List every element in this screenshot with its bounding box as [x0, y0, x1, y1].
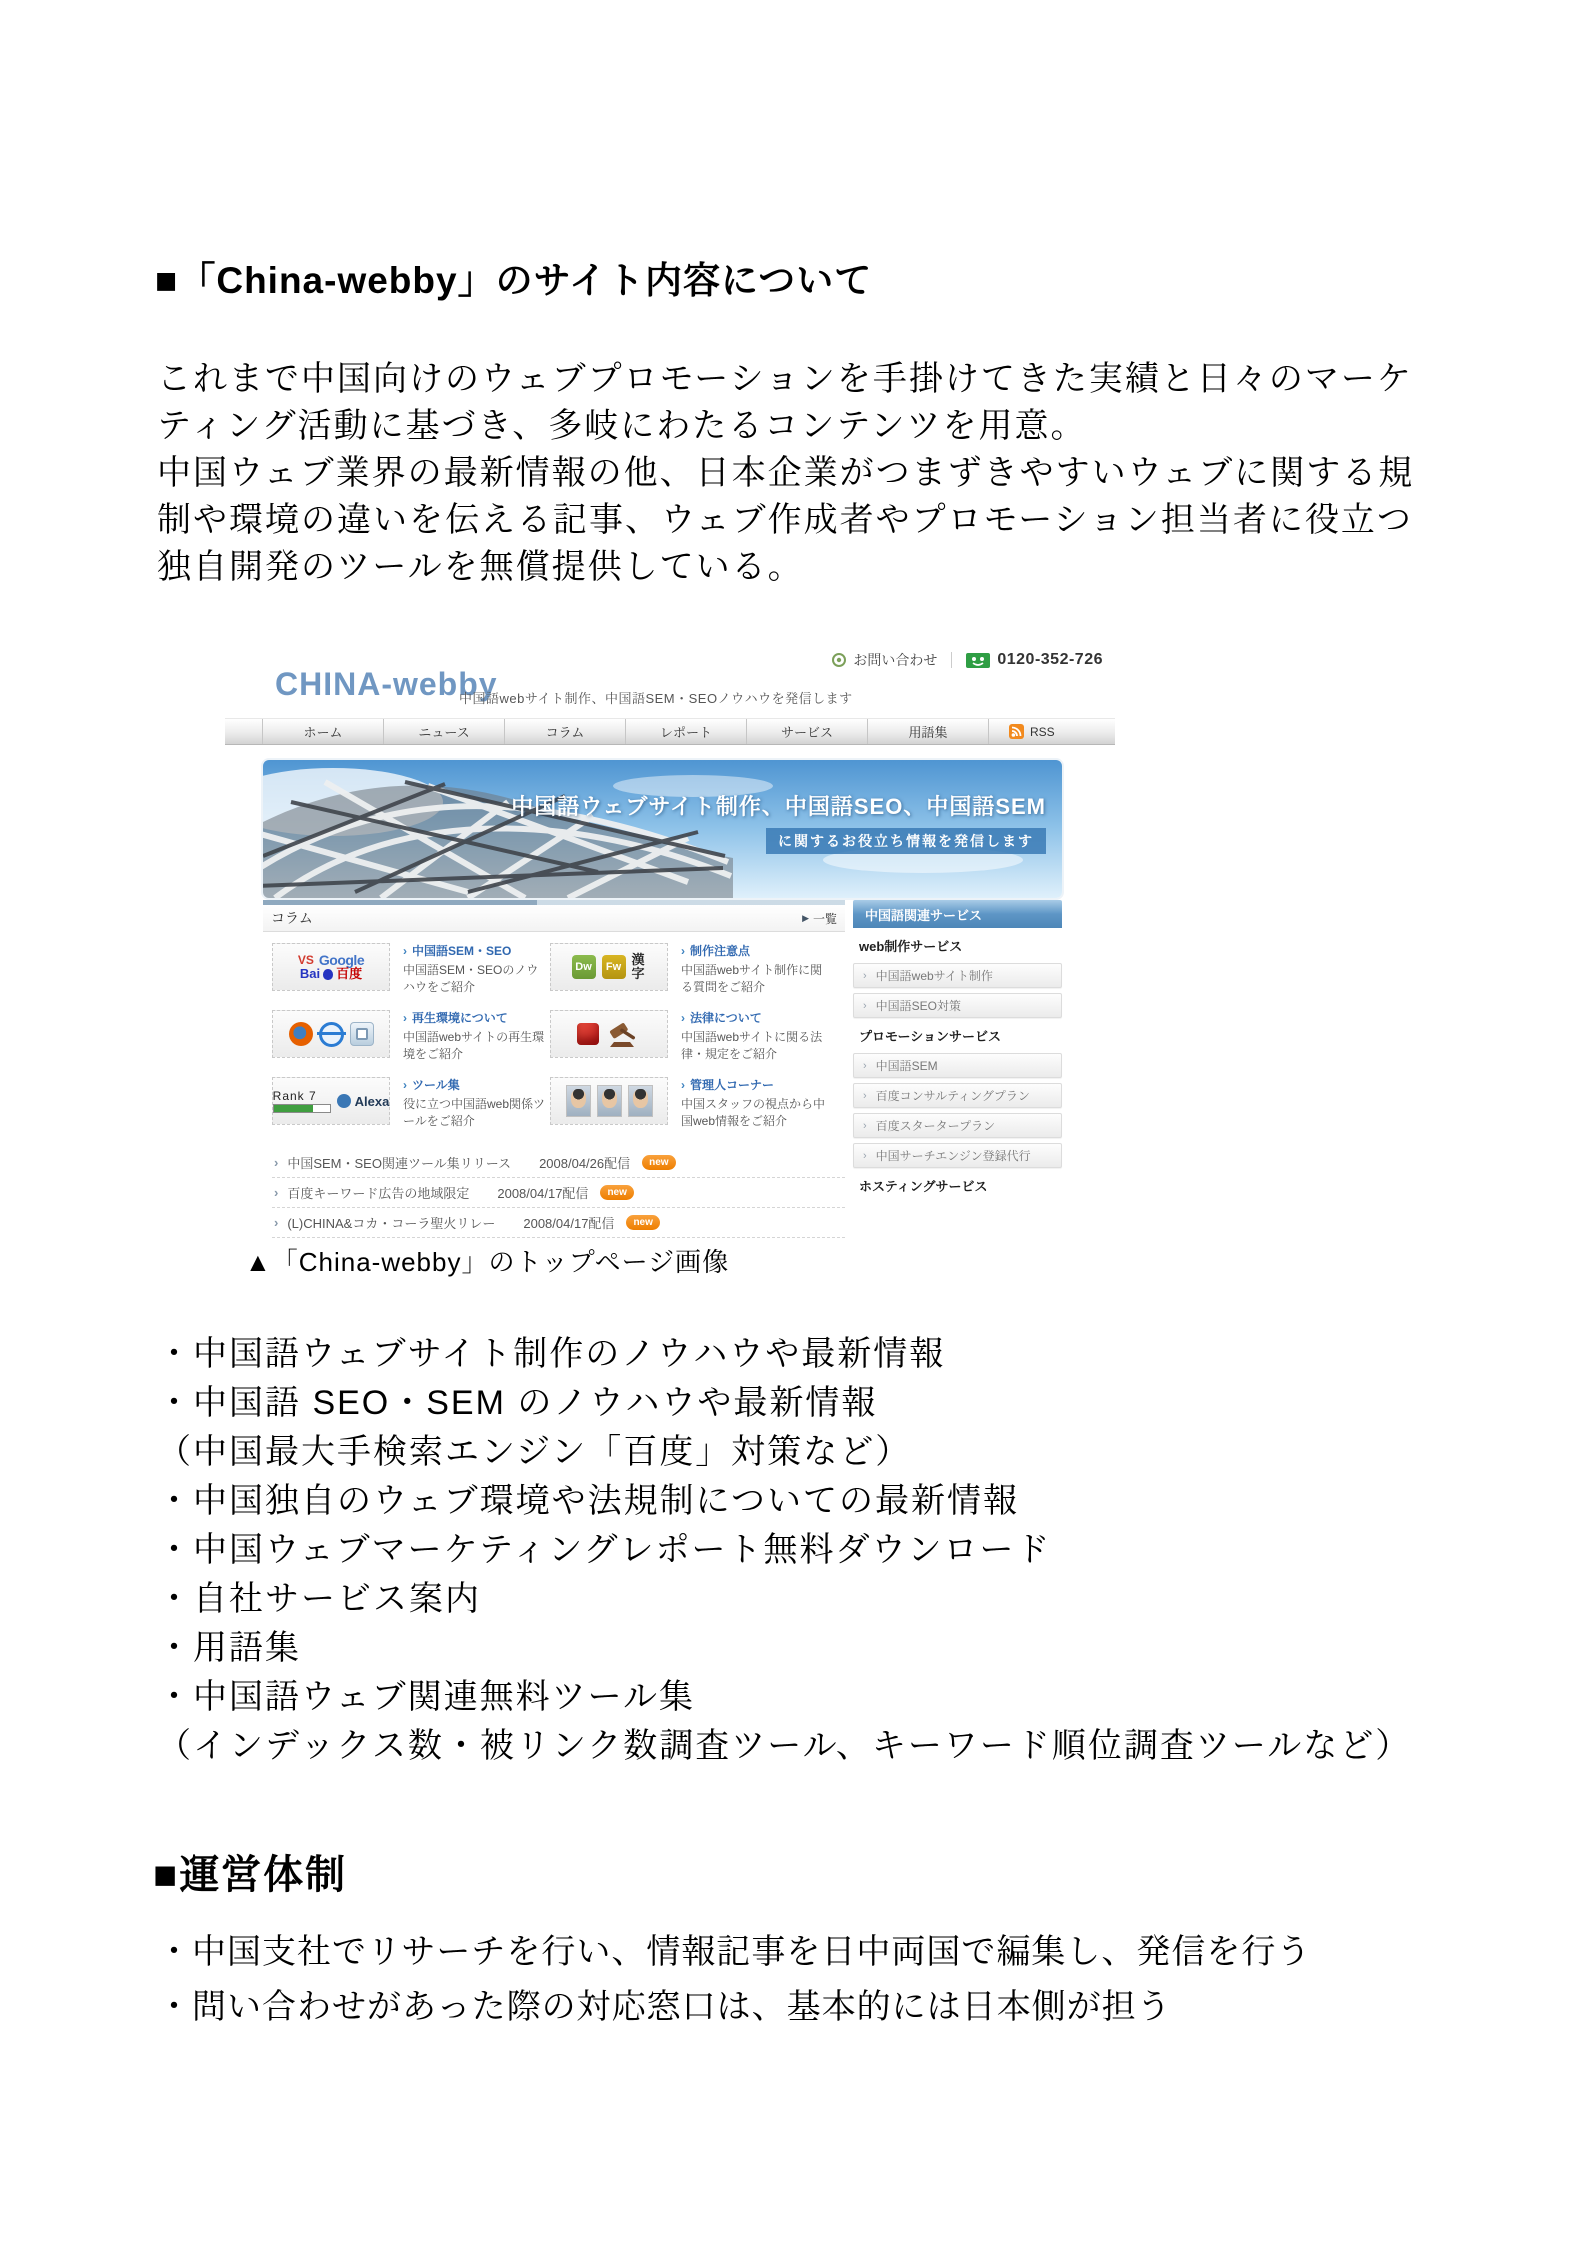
feature-link[interactable]: › 管理人コーナー	[681, 1078, 775, 1092]
feature-desc: 役に立つ中国語web関係ツールをご紹介	[403, 1097, 546, 1128]
services-sidebar	[853, 900, 1062, 1198]
view-all-label: 一覧	[812, 911, 837, 926]
chevron-right-icon: ›	[274, 1155, 279, 1170]
feature-text	[681, 1077, 831, 1130]
baidu-logo-kanji: 百度	[336, 966, 363, 981]
feature-link[interactable]: › 制作注意点	[681, 944, 751, 958]
feature-thumb-rank-alexa[interactable]	[272, 1077, 390, 1125]
sidebar-category-web: web制作サービス	[859, 939, 963, 954]
operations-line: ・中国支社でリサーチを行い、情報記事を日中両国で編集し、発信を行う	[157, 1933, 1312, 1971]
news-date: 2008/04/17配信	[497, 1186, 589, 1201]
operations-list	[157, 1925, 1311, 2035]
feature-line: ・自社サービス案内	[157, 1580, 481, 1618]
news-date: 2008/04/17配信	[523, 1216, 615, 1231]
internet-explorer-icon	[319, 1022, 344, 1047]
feature-line: ・中国語 SEO・SEM のノウハウや最新情報	[157, 1384, 878, 1422]
news-row[interactable]	[272, 1148, 845, 1178]
nav-item-home[interactable]: ホーム	[263, 719, 384, 744]
chevron-right-icon: ›	[863, 1059, 867, 1072]
feature-cell	[550, 943, 845, 996]
nav-item-news[interactable]: ニュース	[384, 719, 505, 744]
feature-cell	[272, 943, 550, 996]
feature-text	[681, 943, 831, 996]
feature-line: ・中国ウェブマーケティングレポート無料ダウンロード	[157, 1531, 1052, 1569]
site-tagline: 中国語webサイト制作、中国語SEM・SEOノウハウを発信します	[459, 691, 853, 706]
features-list	[157, 1330, 1411, 1771]
screenshot-caption: ▲「China-webby」のトップページ画像	[245, 1247, 730, 1277]
google-logo: Google	[318, 952, 365, 968]
feature-thumb-authoring-tools[interactable]	[550, 943, 668, 991]
nav-item-rss[interactable]	[989, 719, 1115, 744]
sidebar-category-promotion: プロモーションサービス	[859, 1029, 1001, 1044]
browser-window-icon	[350, 1022, 374, 1046]
main-nav	[225, 718, 1115, 745]
feature-desc: 中国スタッフの視点から中国web情報をご紹介	[681, 1097, 826, 1128]
rank-bar	[273, 1104, 331, 1113]
feature-row	[272, 1010, 845, 1063]
feature-text	[403, 943, 550, 996]
staff-photo	[597, 1085, 622, 1117]
arrow-right-icon: ▶	[802, 912, 809, 923]
contact-icon	[831, 652, 847, 668]
news-date: 2008/04/26配信	[539, 1156, 631, 1171]
contact-link[interactable]: お問い合わせ	[853, 652, 938, 668]
section-heading-operations: ■運営体制	[153, 1853, 348, 1897]
chevron-right-icon: ›	[274, 1215, 279, 1230]
chevron-right-icon: ›	[681, 944, 685, 958]
divider	[951, 652, 952, 668]
feature-cell	[272, 1077, 550, 1130]
dreamweaver-icon: Dw	[572, 955, 596, 979]
sidebar-item-sem[interactable]: › 中国語SEM	[853, 1053, 1062, 1078]
chevron-right-icon: ›	[681, 1078, 685, 1092]
feature-line: ・中国語ウェブサイト制作のノウハウや最新情報	[157, 1335, 946, 1373]
feature-cell	[550, 1077, 845, 1130]
news-title[interactable]: 中国SEM・SEO関連ツール集リリース	[287, 1156, 512, 1171]
nav-item-column[interactable]: コラム	[505, 719, 626, 744]
intro-paragraph	[157, 356, 1414, 591]
section-heading-site-content: ■「China-webby」のサイト内容について	[155, 260, 873, 301]
new-badge: new	[642, 1155, 675, 1170]
feature-text	[403, 1077, 550, 1130]
nav-item-glossary[interactable]: 用語集	[868, 719, 989, 744]
operations-line: ・問い合わせがあった際の対応窓口は、基本的には日本側が担う	[157, 1988, 1172, 2026]
feature-thumb-staff-photos[interactable]	[550, 1077, 668, 1125]
rss-icon	[1009, 724, 1024, 739]
sidebar-item-seo[interactable]: › 中国語SEO対策	[853, 993, 1062, 1018]
intro-line: これまで中国向けのウェブプロモーションを手掛けてきた実績と日々のマーケ	[157, 360, 1413, 398]
news-row[interactable]	[272, 1178, 845, 1208]
gavel-icon	[605, 1019, 641, 1049]
chevron-right-icon: ›	[863, 1119, 867, 1132]
news-title[interactable]: 百度キーワード広告の地域限定	[287, 1186, 470, 1201]
feature-cell	[272, 1010, 550, 1063]
alexa-logo: Alexa	[337, 1094, 390, 1109]
nav-item-service[interactable]: サービス	[747, 719, 868, 744]
sidebar-category-hosting: ホスティングサービス	[859, 1179, 988, 1194]
kanji-glyphs: 漢字	[631, 952, 645, 981]
feature-thumb-browsers[interactable]	[272, 1010, 390, 1058]
fireworks-icon: Fw	[602, 955, 626, 979]
baidu-paw-icon	[323, 969, 333, 980]
chevron-right-icon: ›	[403, 1078, 407, 1092]
utility-bar	[831, 650, 1103, 670]
view-all-link[interactable]	[802, 910, 837, 927]
feature-link[interactable]: › ツール集	[403, 1078, 460, 1092]
feature-row	[272, 943, 845, 996]
intro-line: ティング活動に基づき、多岐にわたるコンテンツを用意。	[157, 407, 1087, 445]
feature-text	[403, 1010, 550, 1063]
feature-cell	[550, 1010, 845, 1063]
feature-row	[272, 1077, 845, 1130]
chevron-right-icon: ›	[681, 1011, 685, 1025]
phone-number: 0120-352-726	[997, 651, 1103, 668]
chevron-right-icon: ›	[863, 1089, 867, 1102]
staff-photo	[628, 1085, 653, 1117]
feature-line: （インデックス数・被リンク数調査ツール、キーワード順位調査ツールなど）	[157, 1727, 1412, 1765]
rss-label: RSS	[1030, 724, 1055, 739]
feature-thumb-google-vs-baidu[interactable]	[272, 943, 390, 991]
sidebar-item-search-registration[interactable]: › 中国サーチエンジン登録代行	[853, 1143, 1062, 1168]
feature-grid	[272, 943, 845, 1144]
intro-line: 制や環境の違いを伝える記事、ウェブ作成者やプロモーション担当者に役立つ	[157, 501, 1413, 539]
nav-spacer	[225, 719, 263, 744]
feature-thumb-law[interactable]	[550, 1010, 668, 1058]
site-logo[interactable]: CHINA-webby	[275, 666, 498, 702]
intro-line: 独自開発のツールを無償提供している。	[157, 548, 804, 586]
sidebar-header: 中国語関連サービス	[853, 900, 1062, 928]
site-screenshot	[165, 638, 1115, 1246]
google-vs-baidu-logos	[298, 953, 364, 981]
banner-headline: 中国語ウェブサイト制作、中国語SEO、中国語SEM	[511, 794, 1046, 819]
alexa-circle-icon	[337, 1094, 351, 1108]
feature-link[interactable]: › 再生環境について	[403, 1011, 508, 1025]
vs-label: VS	[297, 953, 314, 967]
feature-link[interactable]: › 法律について	[681, 1011, 762, 1025]
chevron-right-icon: ›	[403, 1011, 407, 1025]
column-section-bar	[263, 905, 845, 932]
intro-line: 中国ウェブ業界の最新情報の他、日本企業がつまずきやすいウェブに関する規	[157, 454, 1415, 492]
column-section-title: コラム	[271, 910, 313, 926]
banner-subheadline: に関するお役立ち情報を発信します	[766, 828, 1046, 854]
chevron-right-icon: ›	[863, 1149, 867, 1162]
feature-line: （中国最大手検索エンジン「百度」対策など）	[157, 1433, 912, 1471]
sidebar-item-baidu-consulting[interactable]: › 百度コンサルティングプラン	[853, 1083, 1062, 1108]
feature-line: ・中国独自のウェブ環境や法規制についての最新情報	[157, 1482, 1019, 1520]
sidebar-item-web-production[interactable]: › 中国語webサイト制作	[853, 963, 1062, 988]
feature-desc: 中国語webサイト制作に関る質問をご紹介	[681, 963, 823, 994]
feature-desc: 中国語SEM・SEOのノウハウをご紹介	[403, 963, 539, 994]
news-title[interactable]: (L)CHINA&コカ・コーラ聖火リレー	[287, 1216, 496, 1231]
feature-desc: 中国語webサイトに関る法律・規定をご紹介	[681, 1030, 823, 1061]
sidebar-item-baidu-starter[interactable]: › 百度スタータープラン	[853, 1113, 1062, 1138]
rank-label: Rank 7	[272, 1089, 317, 1103]
baidu-logo-latin: Bai	[299, 966, 321, 981]
hero-banner	[263, 760, 1062, 898]
nav-item-report[interactable]: レポート	[626, 719, 747, 744]
china-flag-icon	[577, 1023, 599, 1045]
feature-line: ・中国語ウェブ関連無料ツール集	[157, 1678, 695, 1716]
feature-desc: 中国語webサイトの再生環境をご紹介	[403, 1030, 545, 1061]
chevron-right-icon: ›	[403, 944, 407, 958]
feature-line: ・用語集	[157, 1629, 301, 1667]
new-badge: new	[600, 1185, 633, 1200]
rank-meter	[273, 1089, 331, 1113]
chevron-right-icon: ›	[863, 969, 867, 982]
feature-link[interactable]: › 中国語SEM・SEO	[403, 944, 512, 958]
news-list	[272, 1148, 845, 1238]
new-badge: new	[626, 1215, 659, 1230]
chevron-right-icon: ›	[863, 999, 867, 1012]
news-row[interactable]	[272, 1208, 845, 1238]
staff-photo	[566, 1085, 591, 1117]
feature-text	[681, 1010, 831, 1063]
freedial-icon	[966, 653, 990, 668]
firefox-icon	[289, 1022, 313, 1046]
chevron-right-icon: ›	[274, 1185, 279, 1200]
